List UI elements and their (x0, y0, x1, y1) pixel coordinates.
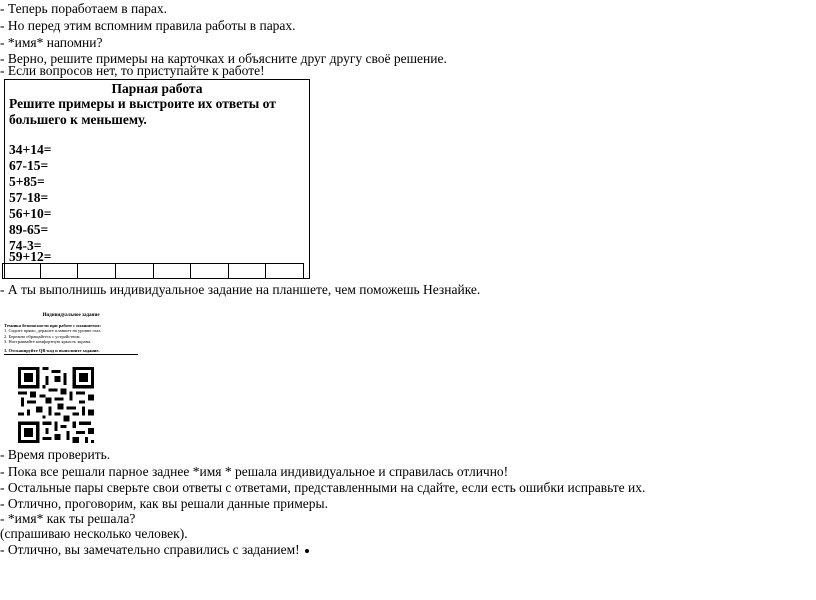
individual-title: Индивидуальное задание (42, 313, 100, 318)
outro-line-1: - Время проверить. (0, 447, 111, 462)
card-task: Решите примеры и выстроите их ответы от большего к меньшему. (9, 96, 276, 127)
answer-cell[interactable] (190, 263, 228, 279)
answer-cell[interactable] (265, 263, 304, 279)
example-5: 56+10= (9, 206, 52, 221)
answer-cell[interactable] (153, 263, 191, 279)
individual-intro: - А ты выполнишь индивидуальное задание на планшете, чем поможешь Незнайке. (0, 282, 481, 297)
example-2: 67-15= (9, 158, 49, 173)
answer-grid (2, 263, 304, 279)
intro-line-3: - *имя* напомни? (0, 35, 103, 50)
example-8: 59+12= (9, 249, 52, 264)
outro-line-2: - Пока все решали парное заднее *имя * решала индивидуальное и справилась отлично! (0, 464, 509, 479)
example-1: 34+14= (9, 142, 52, 157)
answer-cell[interactable] (2, 263, 40, 279)
divider (4, 354, 138, 355)
answer-cell[interactable] (115, 263, 153, 279)
individual-rule-2: 2. Бережно обращайтесь с устройством. (4, 333, 81, 339)
outro-line-7-text: - Отлично, вы замечательно справились с заданием! (0, 542, 300, 557)
answer-cell[interactable] (40, 263, 78, 279)
example-3: 5+85= (9, 174, 45, 189)
individual-task-card (4, 313, 138, 355)
outro-line-5: - *имя* как ты решала? (0, 511, 136, 526)
answer-cell[interactable] (228, 263, 266, 279)
card-title: Парная работа (111, 81, 203, 96)
intro-line-4: - Верно, решите примеры на карточках и объясните друг другу своё решение. (0, 51, 447, 66)
individual-qr-task: 1. Отсканируйте QR-код и выполните задание. (4, 347, 100, 353)
intro-line-1: - Теперь поработаем в парах. (0, 1, 168, 16)
intro-line-2: - Но перед этим вспомним правила работы в парах. (0, 18, 296, 33)
example-4: 57-18= (9, 190, 49, 205)
individual-rule-3: 3. Настраивайте комфортную яркость экрана. (4, 339, 92, 344)
answer-cell[interactable] (77, 263, 115, 279)
pair-work-card (4, 79, 310, 279)
outro-line-7 (0, 541, 309, 558)
individual-subtitle: Техника безопасности при работе с планшетом: (4, 322, 101, 328)
example-6: 89-65= (9, 222, 49, 237)
intro-line-5: - Если вопросов нет, то приступайте к работе! (0, 63, 265, 78)
bullet-dot-icon (305, 549, 309, 553)
qr-code-icon[interactable] (18, 367, 94, 443)
outro-line-4: - Отлично, проговорим, как вы решали данные примеры. (0, 496, 328, 511)
example-7: 74-3= (9, 238, 42, 253)
outro-line-3: - Остальные пары сверьте свои ответы с ответами, представленными на сдайте, если есть ошибки исправьте их. (0, 480, 646, 495)
outro-line-6: (спрашиваю несколько человек). (0, 526, 188, 541)
individual-rule-1: 1. Сидите прямо, держите планшет на уровне глаз. (4, 328, 102, 333)
